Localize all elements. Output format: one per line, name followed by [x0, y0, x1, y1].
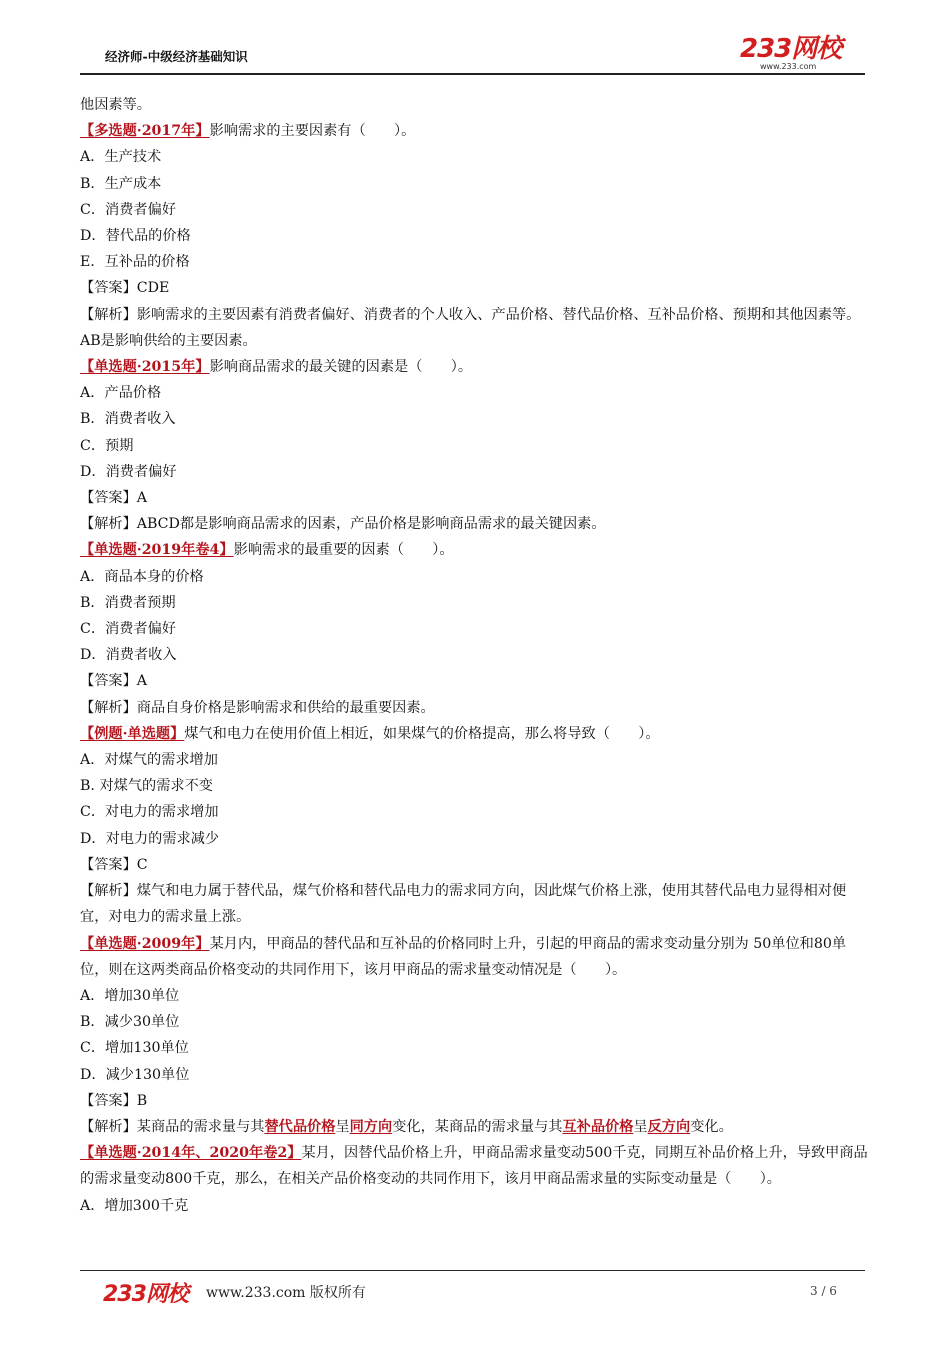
- highlight-term: 替代品价格: [264, 1118, 336, 1135]
- option-line: E．互补品的价格: [80, 254, 190, 271]
- option-line: B．减少30单位: [80, 1014, 180, 1031]
- answer-line: 【答案】A: [80, 490, 147, 507]
- option-line: A．增加30单位: [80, 987, 180, 1004]
- option-line: D．减少130单位: [80, 1066, 190, 1083]
- question-text: 某月内，甲商品的替代品和互补品的价格同时上升，引起的甲商品的需求变动量分别为 50单位和80单位，则在这两类商品价格变动的共同作用下，该月甲商品的需求量变动情况是（ ）。: [80, 935, 847, 978]
- question-type-tag: 【单选题·2015年】: [80, 359, 210, 376]
- option-line: C．消费者偏好: [80, 621, 176, 638]
- document-body: [80, 92, 870, 1219]
- footer-copyright: www.233.com 版权所有: [206, 1285, 366, 1301]
- option-line: C．增加130单位: [80, 1040, 189, 1057]
- question-text: 某月，因替代品价格上升，甲商品需求量变动500千克，同期互补品价格上升，导致甲商品的需求量变动800千克，那么，在相关产品价格变动的共同作用下，该月甲商品需求量的实际变动量是（ ）。: [80, 1145, 868, 1188]
- question-type-tag: 【单选题·2014年、2020年卷2】: [80, 1145, 302, 1162]
- question-stem: [80, 1140, 870, 1192]
- option-line: B．消费者预期: [80, 594, 176, 611]
- analysis-text: 呈: [633, 1118, 648, 1135]
- option-line: D．消费者偏好: [80, 463, 177, 480]
- option-line: A．增加300千克: [80, 1197, 189, 1214]
- option-line: A．对煤气的需求增加: [80, 752, 218, 769]
- analysis-text: 变化，某商品的需求量与其: [392, 1118, 563, 1135]
- question-stem: [80, 537, 870, 563]
- highlight-term: 反方向: [647, 1118, 691, 1135]
- question-type-tag: 【单选题·2019年卷4】: [80, 542, 234, 559]
- question-type-tag: 【例题·单选题】: [80, 725, 185, 742]
- analysis-text: 变化。: [690, 1118, 733, 1135]
- question-type-tag: 【多选题·2017年】: [80, 123, 210, 140]
- analysis-line: 【解析】商品自身价格是影响需求和供给的最重要因素。: [80, 699, 435, 716]
- footer-logo: 233网校: [103, 1282, 188, 1307]
- analysis-text: 【解析】某商品的需求量与其: [80, 1118, 265, 1135]
- option-line: B．消费者收入: [80, 411, 176, 428]
- option-line: D．消费者收入: [80, 647, 177, 664]
- brand-logo-text: 233网校: [740, 34, 842, 64]
- question-type-tag: 【单选题·2009年】: [80, 935, 210, 952]
- option-line: A．产品价格: [80, 385, 162, 402]
- question-text: 影响需求的最重要的因素（ ）。: [233, 542, 454, 559]
- question-stem: [80, 118, 870, 144]
- question-stem: [80, 354, 870, 380]
- question-stem: [80, 931, 870, 983]
- analysis-line: 【解析】影响需求的主要因素有消费者偏好、消费者的个人收入、产品价格、替代品价格、互补品价格、预期和其他因素等。AB是影响供给的主要因素。: [80, 306, 861, 349]
- option-line: D．对电力的需求减少: [80, 830, 220, 847]
- header-divider: [80, 73, 865, 75]
- option-line: C．对电力的需求增加: [80, 804, 219, 821]
- option-line: C．预期: [80, 437, 134, 454]
- footer-divider: [80, 1270, 865, 1271]
- option-line: B. 对煤气的需求不变: [80, 778, 213, 795]
- brand-logo: [740, 36, 852, 72]
- page-number: 3 / 6: [810, 1284, 837, 1298]
- answer-line: 【答案】B: [80, 1092, 148, 1109]
- answer-line: 【答案】C: [80, 856, 148, 873]
- highlight-term: 互补品价格: [562, 1118, 634, 1135]
- analysis-line: 【解析】ABCD都是影响商品需求的因素，产品价格是影响商品需求的最关键因素。: [80, 516, 606, 533]
- option-line: D．替代品的价格: [80, 228, 191, 245]
- option-line: B．生产成本: [80, 175, 162, 192]
- analysis-line: [80, 1114, 870, 1140]
- answer-line: 【答案】A: [80, 673, 147, 690]
- document-title: 经济师-中级经济基础知识: [105, 49, 248, 64]
- answer-line: 【答案】CDE: [80, 280, 170, 297]
- question-stem: [80, 721, 870, 747]
- option-line: A．商品本身的价格: [80, 568, 204, 585]
- highlight-term: 同方向: [349, 1118, 393, 1135]
- question-text: 影响商品需求的最关键的因素是（ ）。: [209, 359, 473, 376]
- text-line: 他因素等。: [80, 97, 151, 113]
- analysis-line: 【解析】煤气和电力属于替代品，煤气价格和替代品电力的需求同方向，因此煤气价格上涨，使用其替代品电力显得相对便宜，对电力的需求量上涨。: [80, 883, 847, 926]
- option-line: A．生产技术: [80, 149, 162, 166]
- analysis-text: 呈: [335, 1118, 350, 1135]
- question-text: 煤气和电力在使用价值上相近，如果煤气的价格提高，那么将导致（ ）。: [184, 725, 660, 742]
- option-line: C．消费者偏好: [80, 201, 176, 218]
- brand-logo-url: www.233.com: [760, 62, 817, 71]
- question-text: 影响需求的主要因素有（ ）。: [209, 123, 416, 140]
